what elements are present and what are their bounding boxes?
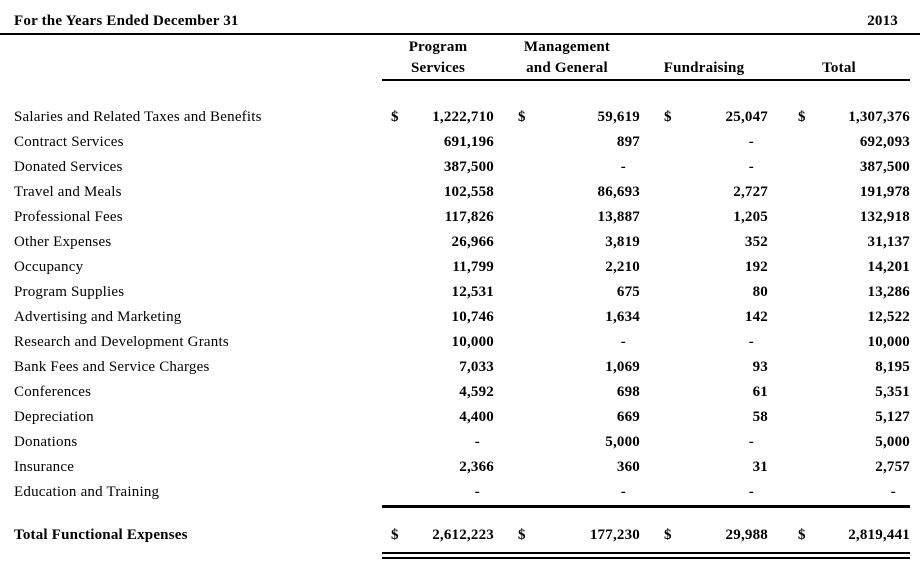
cell-fundraising: 61 <box>752 384 768 400</box>
header-line: Management <box>523 39 611 55</box>
row-label: Conferences <box>14 384 92 400</box>
table-row <box>14 455 910 480</box>
dollar-sign: $ <box>798 109 806 125</box>
subtotal-rule <box>382 505 910 508</box>
cell-total: 132,918 <box>859 209 910 225</box>
cell-fundraising: - <box>748 134 754 150</box>
cell-program-services: $ 1,222,710 <box>382 105 494 130</box>
cell-total-total: $ 2,819,441 <box>768 522 910 548</box>
cell-management-general: 5,000 <box>605 434 640 450</box>
cell-total: 387,500 <box>859 159 910 175</box>
header-line: Total <box>822 60 856 76</box>
spacer <box>14 81 910 105</box>
cell-total: 14,201 <box>867 259 910 275</box>
cell-fundraising: - <box>748 334 754 350</box>
row-label: Travel and Meals <box>14 184 122 200</box>
cell-total-management-general: $ 177,230 <box>494 522 640 548</box>
header-line: Fundraising <box>663 60 745 76</box>
cell-program-services: 4,400 <box>459 409 494 425</box>
row-label: Contract Services <box>14 134 124 150</box>
cell-management-general: 698 <box>616 384 640 400</box>
cell-total: 8,195 <box>875 359 910 375</box>
dollar-sign: $ <box>391 527 399 543</box>
table-row <box>14 280 910 305</box>
cell-management-general: 1,634 <box>605 309 640 325</box>
cell-program-services: 11,799 <box>452 259 494 275</box>
cell-program-services: 387,500 <box>443 159 494 175</box>
cell-total: 191,978 <box>859 184 910 200</box>
table-row <box>14 205 910 230</box>
cell-fundraising: - <box>748 484 754 500</box>
total-double-rule-row <box>14 552 910 559</box>
cell-total: $ 1,307,376 <box>768 105 910 130</box>
cell-management-general: 360 <box>616 459 640 475</box>
statement-header <box>14 10 910 30</box>
row-label: Donated Services <box>14 159 123 175</box>
cell-management-general: 1,069 <box>605 359 640 375</box>
table-row <box>14 430 910 455</box>
row-label: Program Supplies <box>14 284 125 300</box>
cell-management-general: 669 <box>616 409 640 425</box>
cell-total: 5,000 <box>875 434 910 450</box>
cell-total: 12,522 <box>867 309 910 325</box>
total-row <box>14 522 910 548</box>
cell-total: 2,757 <box>875 459 910 475</box>
cell-fundraising: 1,205 <box>733 209 768 225</box>
row-label: Insurance <box>14 459 75 475</box>
total-label: Total Functional Expenses <box>14 527 188 543</box>
cell-total: - <box>890 484 896 500</box>
cell-management-general: 675 <box>616 284 640 300</box>
column-header-management-general <box>494 35 640 79</box>
cell-program-services: - <box>474 484 480 500</box>
table-row <box>14 355 910 380</box>
header-line: Services <box>410 60 466 76</box>
dollar-sign: $ <box>518 109 526 125</box>
row-label: Donations <box>14 434 78 450</box>
row-label: Salaries and Related Taxes and Benefits <box>14 109 262 125</box>
cell-program-services: 102,558 <box>443 184 494 200</box>
cell-program-services: 4,592 <box>459 384 494 400</box>
table-row <box>14 230 910 255</box>
cell-total-program-services: $ 2,612,223 <box>382 522 494 548</box>
cell-total: 5,127 <box>875 409 910 425</box>
cell-fundraising: 2,727 <box>733 184 768 200</box>
table-row <box>14 480 910 505</box>
table-row <box>14 180 910 205</box>
cell-management-general: 86,693 <box>597 184 640 200</box>
table-row <box>14 255 910 280</box>
table-row <box>14 380 910 405</box>
row-label: Occupancy <box>14 259 84 275</box>
cell-fundraising: 352 <box>744 234 768 250</box>
table-row <box>14 130 910 155</box>
cell-program-services: 12,531 <box>451 284 494 300</box>
row-label: Education and Training <box>14 484 160 500</box>
cell-management-general: - <box>620 334 626 350</box>
header-line: Program <box>408 39 468 55</box>
cell-fundraising: - <box>748 159 754 175</box>
cell-program-services: 2,366 <box>459 459 494 475</box>
cell-management-general: 3,819 <box>605 234 640 250</box>
cell-management-general: $ 59,619 <box>494 105 640 130</box>
row-label: Other Expenses <box>14 234 112 250</box>
table-row <box>14 330 910 355</box>
row-label: Depreciation <box>14 409 94 425</box>
column-headers <box>14 35 910 79</box>
table-row <box>14 305 910 330</box>
table-row <box>14 105 910 130</box>
cell-program-services: 10,000 <box>451 334 494 350</box>
cell-program-services: 691,196 <box>443 134 494 150</box>
column-header-program-services <box>382 35 494 79</box>
cell-program-services: - <box>474 434 480 450</box>
cell-fundraising: - <box>748 434 754 450</box>
cell-management-general: 2,210 <box>605 259 640 275</box>
cell-management-general: 897 <box>616 134 640 150</box>
cell-management-general: - <box>620 159 626 175</box>
cell-total-fundraising: $ 29,988 <box>640 522 768 548</box>
row-label: Advertising and Marketing <box>14 309 182 325</box>
dollar-sign: $ <box>798 527 806 543</box>
cell-management-general: - <box>620 484 626 500</box>
cell-management-general: 13,887 <box>597 209 640 225</box>
dollar-sign: $ <box>518 527 526 543</box>
column-header-fundraising <box>640 35 768 79</box>
cell-total: 13,286 <box>867 284 910 300</box>
cell-total: 10,000 <box>867 334 910 350</box>
cell-fundraising: $ 25,047 <box>640 105 768 130</box>
statement-title: For the Years Ended December 31 <box>14 13 239 29</box>
dollar-sign: $ <box>664 527 672 543</box>
header-underline-row <box>14 79 910 81</box>
dollar-sign: $ <box>664 109 672 125</box>
total-double-rule <box>382 552 910 559</box>
row-label: Bank Fees and Service Charges <box>14 359 210 375</box>
statement-year: 2013 <box>867 13 898 29</box>
table-row <box>14 405 910 430</box>
dollar-sign: $ <box>391 109 399 125</box>
header-underline <box>382 79 910 81</box>
cell-program-services: 117,826 <box>444 209 494 225</box>
cell-program-services: 10,746 <box>451 309 494 325</box>
cell-program-services: 26,966 <box>451 234 494 250</box>
cell-fundraising: 80 <box>752 284 768 300</box>
row-label: Research and Development Grants <box>14 334 229 350</box>
header-line: and General <box>526 60 608 76</box>
table-row <box>14 155 910 180</box>
cell-fundraising: 93 <box>752 359 768 375</box>
cell-fundraising: 58 <box>752 409 768 425</box>
cell-total: 31,137 <box>867 234 910 250</box>
cell-fundraising: 142 <box>744 309 768 325</box>
row-label: Professional Fees <box>14 209 123 225</box>
column-header-total <box>768 35 910 79</box>
cell-fundraising: 192 <box>744 259 768 275</box>
header-spacer <box>14 35 382 79</box>
cell-program-services: 7,033 <box>459 359 494 375</box>
subtotal-rule-row <box>14 505 910 508</box>
cell-total: 692,093 <box>859 134 910 150</box>
cell-total: 5,351 <box>875 384 910 400</box>
cell-fundraising: 31 <box>752 459 768 475</box>
